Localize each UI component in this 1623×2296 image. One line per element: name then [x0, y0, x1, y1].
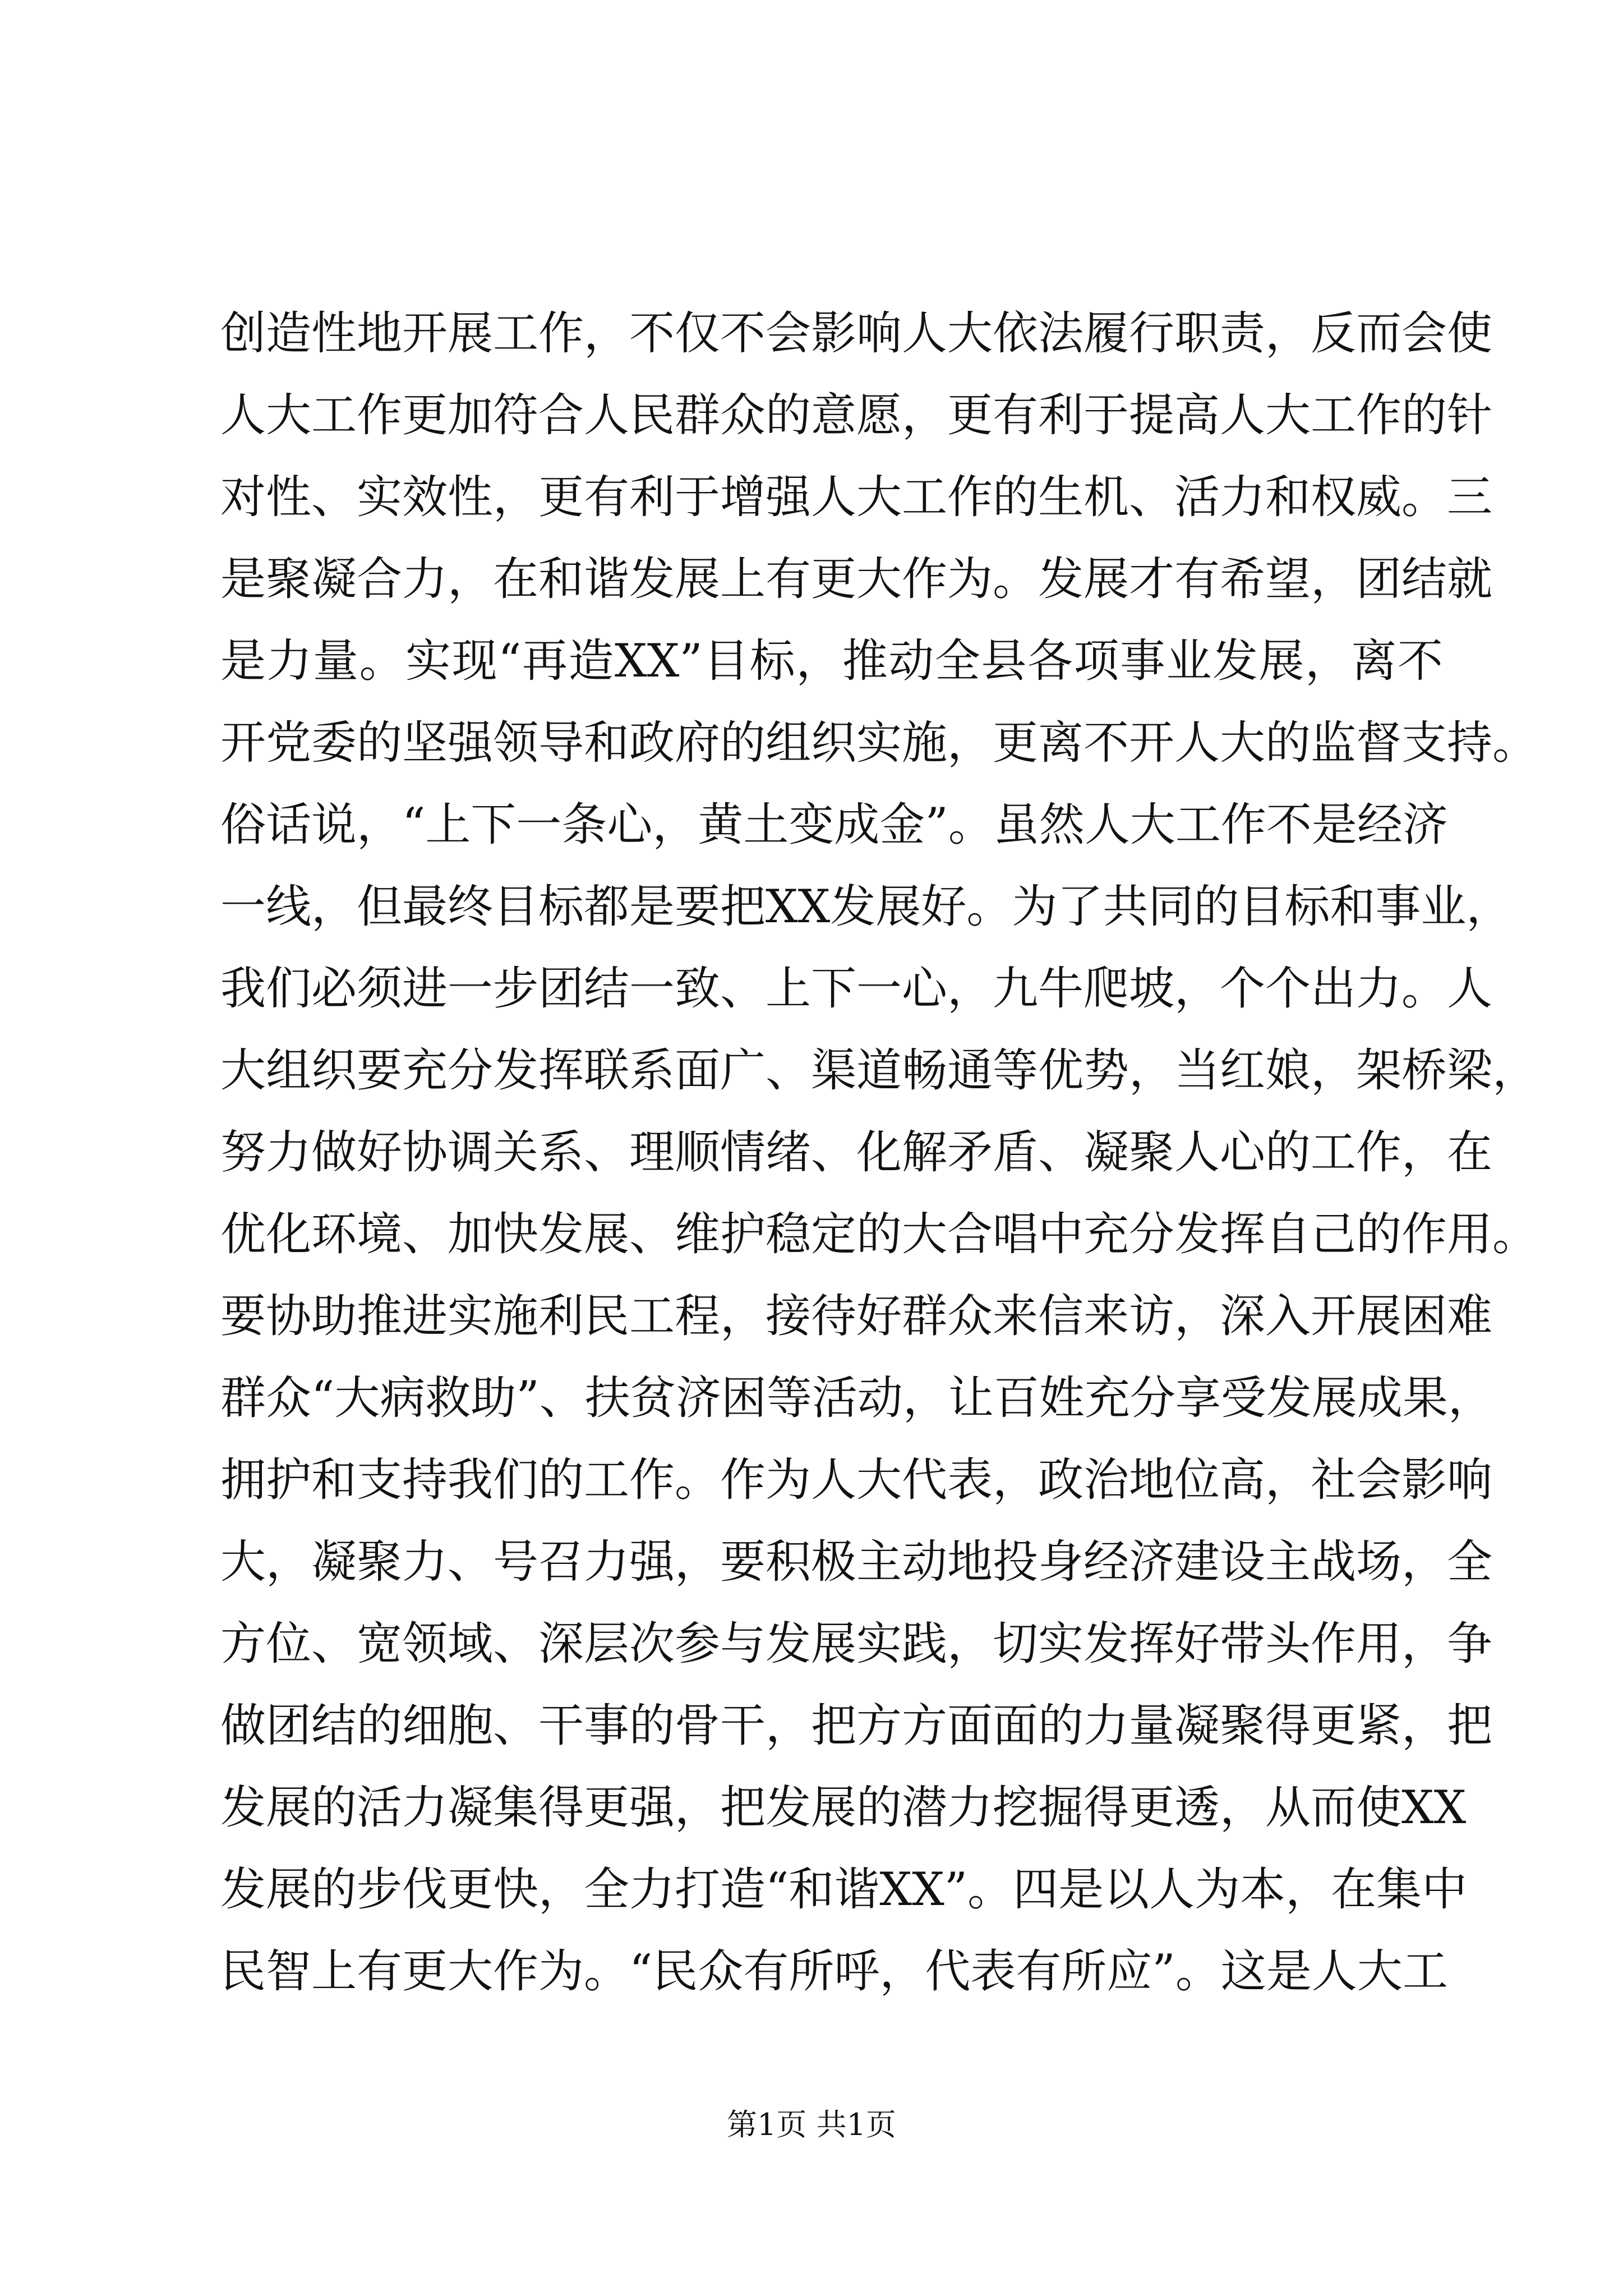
text-line: 优化环境、加快发展、维护稳定的大合唱中充分发挥自己的作用。	[220, 1208, 1538, 1261]
document-body	[220, 0, 1538, 2076]
text-line: 我们必须进一步团结一致、上下一心，九牛爬坡，个个出力。人	[220, 963, 1493, 1015]
text-line: 大，凝聚力、号召力强，要积极主动地投身经济建设主战场，全	[220, 1536, 1493, 1589]
page-number-footer: 第1页 共1页	[727, 2107, 896, 2142]
text-line: 要协助推进实施利民工程，接待好群众来信来访，深入开展困难	[220, 1290, 1493, 1343]
text-line: 民智上有更大作为。“民众有所呼，代表有所应”。这是人大工	[220, 1945, 1448, 1998]
text-line: 拥护和支持我们的工作。作为人大代表，政治地位高，社会影响	[220, 1454, 1493, 1507]
text-line: 创造性地开展工作，不仅不会影响人大依法履行职责，反而会使	[220, 307, 1493, 360]
text-line: 群众“大病救助”、扶贫济困等活动，让百姓充分享受发展成果，	[220, 1372, 1493, 1425]
text-line: 开党委的坚强领导和政府的组织实施，更离不开人大的监督支持。	[220, 717, 1538, 770]
text-line: 人大工作更加符合人民群众的意愿，更有利于提高人大工作的针	[220, 389, 1493, 442]
text-line: 是聚凝合力，在和谐发展上有更大作为。发展才有希望，团结就	[220, 553, 1493, 606]
text-line: 努力做好协调关系、理顺情绪、化解矛盾、凝聚人心的工作，在	[220, 1126, 1493, 1179]
text-line: 是力量。实现“再造XX”目标，推动全县各项事业发展，离不	[220, 635, 1443, 688]
text-line: 发展的活力凝集得更强，把发展的潜力挖掘得更透，从而使XX	[220, 1782, 1467, 1834]
text-line: 做团结的细胞、干事的骨干，把方方面面的力量凝聚得更紧，把	[220, 1700, 1493, 1752]
text-line: 大组织要充分发挥联系面广、渠道畅通等优势，当红娘，架桥梁，	[220, 1045, 1538, 1097]
text-line: 俗话说，“上下一条心，黄土变成金”。虽然人大工作不是经济	[220, 799, 1448, 852]
text-line: 发展的步伐更快，全力打造“和谐XX”。四是以人为本，在集中	[220, 1864, 1468, 1916]
text-line: 一线，但最终目标都是要把XX发展好。为了共同的目标和事业，	[220, 881, 1512, 933]
text-line: 对性、实效性，更有利于增强人大工作的生机、活力和权威。三	[220, 471, 1493, 524]
text-line: 方位、宽领域、深层次参与发展实践，切实发挥好带头作用，争	[220, 1618, 1493, 1671]
